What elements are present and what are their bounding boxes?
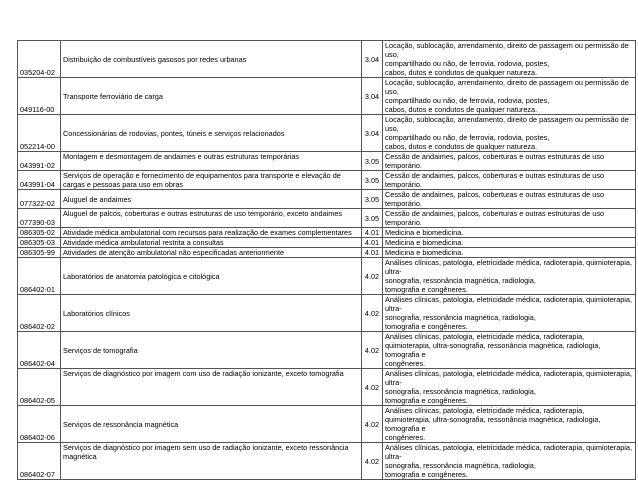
service-description-cell: [383, 228, 636, 238]
service-description-line: Cessão de andaimes, palcos, coberturas e outras estruturas de uso: [385, 171, 605, 180]
service-item-cell: 4.02: [362, 258, 383, 295]
description-cell: Atividade médica ambulatorial com recursos para realização de exames complementares: [61, 228, 362, 238]
service-description-line: sonografia, ressonância magnética, radiologia,: [385, 313, 536, 322]
service-item-cell: 4.02: [362, 443, 383, 480]
service-description-cell: [383, 78, 636, 115]
service-description-line: temporário.: [385, 199, 422, 208]
table-row: [18, 248, 636, 258]
service-description-line: Locação, sublocação, arrendamento, direito de passagem ou permissão de uso,: [385, 78, 629, 96]
code-cell: 043991-02: [18, 152, 61, 171]
table-row: [18, 228, 636, 238]
service-description-line: Cessão de andaimes, palcos, coberturas e outras estruturas de uso: [385, 152, 605, 161]
service-description-line: quimioterapia, ultra-sonografia, ressonância magnética, radiologia, tomografia e: [385, 341, 601, 359]
description-cell: Distribuição de combustíveis gasosos por redes urbanas: [61, 41, 362, 78]
service-item-cell: 3.05: [362, 190, 383, 209]
service-description-cell: [383, 238, 636, 248]
service-description-cell: [383, 115, 636, 152]
table-row: [18, 171, 636, 190]
service-description-line: congêneres.: [385, 359, 426, 368]
table-row: [18, 295, 636, 332]
table-row: [18, 190, 636, 209]
description-cell: Atividades de atenção ambulatorial não especificadas anteriormente: [61, 248, 362, 258]
service-description-line: Locação, sublocação, arrendamento, direito de passagem ou permissão de uso,: [385, 115, 629, 133]
service-item-cell: 4.02: [362, 295, 383, 332]
table-row: [18, 406, 636, 443]
service-description-cell: [383, 190, 636, 209]
service-description-cell: [383, 209, 636, 228]
service-description-cell: [383, 171, 636, 190]
code-cell: 086402-06: [18, 406, 61, 443]
code-cell: 077322-02: [18, 190, 61, 209]
code-cell: 086402-02: [18, 295, 61, 332]
code-cell: 086305-02: [18, 228, 61, 238]
service-description-line: Medicina e biomedicina.: [385, 248, 464, 257]
description-cell: Aluguel de andaimes: [61, 190, 362, 209]
service-description-cell: [383, 248, 636, 258]
activity-service-table: [17, 40, 636, 480]
service-description-cell: [383, 332, 636, 369]
service-description-line: cabos, dutos e condutos de qualquer natureza.: [385, 68, 538, 77]
description-cell: Laboratórios clínicos: [61, 295, 362, 332]
service-description-line: Análises clínicas, patologia, eletricidade médica, radioterapia, quimioterapia, ultra-: [385, 443, 633, 461]
service-description-line: temporário.: [385, 218, 422, 227]
service-description-cell: [383, 258, 636, 295]
table-row: [18, 369, 636, 406]
service-item-cell: 4.01: [362, 238, 383, 248]
service-description-line: Locação, sublocação, arrendamento, direito de passagem ou permissão de uso,: [385, 41, 629, 59]
service-description-line: sonografia, ressonância magnética, radiologia,: [385, 461, 536, 470]
code-cell: 086402-01: [18, 258, 61, 295]
service-item-cell: 3.05: [362, 152, 383, 171]
service-item-cell: 3.05: [362, 171, 383, 190]
table-row: [18, 152, 636, 171]
description-cell: Serviços de operação e fornecimento de equipamentos para transporte e elevação de cargas e pessoas para uso em obras: [61, 171, 362, 190]
service-description-line: Medicina e biomedicina.: [385, 228, 464, 237]
service-description-line: compartilhado ou não, de ferrovia, rodovia, postes,: [385, 59, 550, 68]
service-description-line: tomografia e congêneres.: [385, 396, 468, 405]
table-row: [18, 209, 636, 228]
table-body: [18, 41, 636, 480]
table-row: [18, 41, 636, 78]
code-cell: 086402-07: [18, 443, 61, 480]
service-description-line: sonografia, ressonância magnética, radiologia,: [385, 276, 536, 285]
service-description-line: Análises clínicas, patologia, eletricidade médica, radioterapia, quimioterapia, ultra-: [385, 258, 633, 276]
code-cell: 086402-04: [18, 332, 61, 369]
description-cell: Serviços de diagnóstico por imagem com uso de radiação ionizante, exceto tomografia: [61, 369, 362, 406]
service-description-cell: [383, 406, 636, 443]
service-description-line: compartilhado ou não, de ferrovia, rodovia, postes,: [385, 133, 550, 142]
service-description-line: Análises clínicas, patologia, eletricidade médica, radioterapia, quimioterapia, ultra-: [385, 369, 633, 387]
service-item-cell: 4.02: [362, 406, 383, 443]
description-cell: Laboratórios de anatomia patológica e citológica: [61, 258, 362, 295]
service-description-cell: [383, 369, 636, 406]
code-cell: 086402-05: [18, 369, 61, 406]
code-cell: 035204-02: [18, 41, 61, 78]
service-description-cell: [383, 295, 636, 332]
service-description-line: Medicina e biomedicina.: [385, 238, 464, 247]
service-description-line: Cessão de andaimes, palcos, coberturas e outras estruturas de uso: [385, 209, 605, 218]
service-item-cell: 3.05: [362, 209, 383, 228]
code-cell: 049116-00: [18, 78, 61, 115]
service-description-line: temporário.: [385, 180, 422, 189]
service-item-cell: 4.01: [362, 248, 383, 258]
service-item-cell: 4.02: [362, 332, 383, 369]
service-description-cell: [383, 41, 636, 78]
service-description-cell: [383, 152, 636, 171]
description-cell: Serviços de diagnóstico por imagem sem uso de radiação ionizante, exceto ressonância magnética: [61, 443, 362, 480]
code-cell: 052214-00: [18, 115, 61, 152]
service-item-cell: 3.04: [362, 78, 383, 115]
table-row: [18, 258, 636, 295]
service-description-line: Análises clínicas, patologia, eletricidade médica, radioterapia,: [385, 406, 585, 415]
service-item-cell: 3.04: [362, 41, 383, 78]
description-cell: Transporte ferroviário de carga: [61, 78, 362, 115]
service-description-line: temporário.: [385, 161, 422, 170]
code-cell: 043991-04: [18, 171, 61, 190]
description-cell: Serviços de ressonância magnética: [61, 406, 362, 443]
service-description-line: tomografia e congêneres.: [385, 470, 468, 479]
code-cell: 077390-03: [18, 209, 61, 228]
service-description-line: sonografia, ressonância magnética, radiologia,: [385, 387, 536, 396]
description-cell: Atividade médica ambulatorial restrita a consultas: [61, 238, 362, 248]
service-description-line: cabos, dutos e condutos de qualquer natureza.: [385, 142, 538, 151]
service-description-cell: [383, 443, 636, 480]
service-item-cell: 4.02: [362, 369, 383, 406]
description-cell: Serviços de tomografia: [61, 332, 362, 369]
table-row: [18, 443, 636, 480]
table-row: [18, 238, 636, 248]
service-description-line: Análises clínicas, patologia, eletricidade médica, radioterapia, quimioterapia, ultra-: [385, 295, 633, 313]
service-item-cell: 4.01: [362, 228, 383, 238]
table-row: [18, 332, 636, 369]
description-cell: Montagem e desmontagem de andaimes e outras estruturas temporárias: [61, 152, 362, 171]
service-description-line: Análises clínicas, patologia, eletricidade médica, radioterapia,: [385, 332, 585, 341]
description-cell: Aluguel de palcos, coberturas e outras estruturas de uso temporário, exceto andaimes: [61, 209, 362, 228]
code-cell: 086305-03: [18, 238, 61, 248]
service-description-line: tomografia e congêneres.: [385, 322, 468, 331]
table-row: [18, 78, 636, 115]
service-item-cell: 3.04: [362, 115, 383, 152]
service-description-line: quimioterapia, ultra-sonografia, ressonância magnética, radiologia, tomografia e: [385, 415, 601, 433]
service-description-line: cabos, dutos e condutos de qualquer natureza.: [385, 105, 538, 114]
service-description-line: Cessão de andaimes, palcos, coberturas e outras estruturas de uso: [385, 190, 605, 199]
description-cell: Concessionárias de rodovias, pontes, túneis e serviços relacionados: [61, 115, 362, 152]
service-description-line: congêneres.: [385, 433, 426, 442]
code-cell: 086305-99: [18, 248, 61, 258]
service-description-line: compartilhado ou não, de ferrovia, rodovia, postes,: [385, 96, 550, 105]
table-row: [18, 115, 636, 152]
service-description-line: tomografia e congêneres.: [385, 285, 468, 294]
